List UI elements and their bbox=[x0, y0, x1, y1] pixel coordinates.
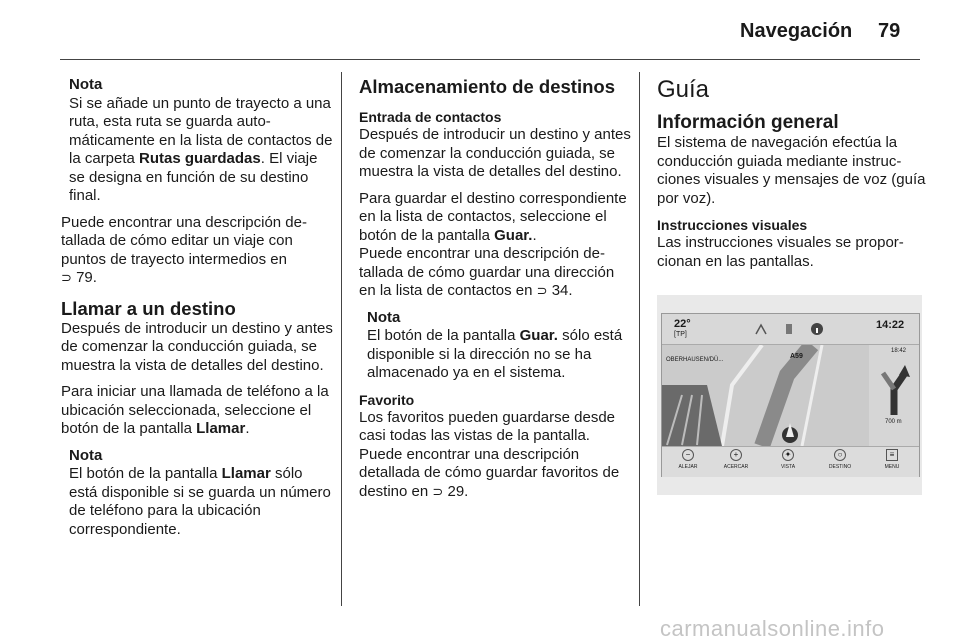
paragraph-save-destination: Para guardar el destino correspondiente en la lista de contactos, seleccione el botón de la pantalla Guar.. Puede encontrar una descripción detallada de cómo guardar una dirección en la lista de contactos en ⊃ 34. bbox=[359, 189, 627, 299]
paragraph-details-view: Después de introducir un destino y antes de comenzar la conducción guiada, se muestra la vista de detalles del destino. bbox=[359, 126, 631, 180]
info-icon bbox=[810, 322, 824, 336]
heading-general-info: Información general bbox=[657, 112, 839, 133]
screen-bezel bbox=[661, 313, 920, 477]
subheading-favorites: Favorito bbox=[359, 391, 415, 408]
heading-call-destination: Llamar a un destino bbox=[61, 297, 236, 319]
map-view bbox=[662, 345, 919, 446]
paragraph-details-view: Después de introducir un destino y antes de comenzar la conducción guiada, se muestra la vista de detalles del destino. bbox=[61, 319, 333, 374]
page-header bbox=[0, 0, 960, 60]
street-label: OBERHAUSEN/DÜ... bbox=[666, 357, 724, 363]
note-waypoint bbox=[61, 76, 333, 206]
arrow-icon: ⊃ bbox=[61, 270, 72, 285]
screen-top-bar bbox=[662, 314, 919, 345]
subheading-contacts: Entrada de contactos bbox=[359, 109, 502, 125]
column-divider-2 bbox=[639, 72, 640, 606]
menu-button[interactable]: ≡ MENU bbox=[884, 450, 900, 470]
temperature-readout: 22° bbox=[674, 318, 691, 330]
note-save bbox=[359, 309, 631, 383]
screen-bottom-bar bbox=[662, 446, 919, 477]
view-button[interactable]: ✦ VISTA bbox=[780, 450, 796, 470]
paragraph-visual-instructions: Las instrucciones visuales se proporcionan en las pantallas. bbox=[657, 234, 904, 270]
tp-indicator: [TP] bbox=[674, 331, 687, 338]
distance-readout: 700 m bbox=[885, 419, 902, 425]
page-title: Navegación bbox=[740, 20, 853, 42]
column-3 bbox=[657, 76, 927, 279]
menu-icon: ≡ bbox=[886, 449, 898, 461]
column-1 bbox=[61, 76, 333, 547]
column-2 bbox=[359, 76, 631, 509]
note-title: Nota bbox=[69, 76, 103, 93]
heading-store-destinations: Almacenamiento de destinos bbox=[359, 76, 615, 97]
page-ref: 29. bbox=[447, 482, 469, 500]
minus-icon: − bbox=[682, 449, 694, 461]
subheading-visual-instructions: Instrucciones visuales bbox=[657, 217, 808, 233]
paragraph-start-call: Para iniciar una llamada de teléfono a la ubicación seleccionada, seleccione el botón de la pantalla Llamar. bbox=[61, 383, 329, 437]
note-title: Nota bbox=[367, 308, 401, 326]
page-ref: 79. bbox=[76, 269, 97, 286]
clock-readout: 14:22 bbox=[876, 319, 905, 331]
compass-icon: ✦ bbox=[782, 449, 794, 461]
page-ref: 34. bbox=[551, 282, 573, 299]
destination-button[interactable]: ○ DESTINO bbox=[828, 450, 852, 470]
note-text: El botón de la pantalla Guar. sólo está disponible si la dirección no se ha almacenado ya en el sistema. bbox=[367, 327, 623, 381]
header-rule bbox=[60, 59, 920, 60]
road-label: A59 bbox=[790, 353, 803, 360]
search-icon: ○ bbox=[834, 449, 846, 461]
note-call bbox=[61, 447, 333, 540]
column-divider-1 bbox=[341, 72, 342, 606]
zoom-in-button[interactable]: + ACERCAR bbox=[723, 450, 749, 470]
paragraph-edit-trip: Puede encontrar una descripción detallada de cómo editar un viaje con puntos de trayecto intermedios en ⊃ 79. bbox=[61, 213, 307, 286]
note-title: Nota bbox=[69, 446, 103, 464]
paragraph-favorites: Los favoritos pueden guardarse desde casi todas las vistas de la pantalla. Puede encontrar una descripción detallada de cómo guardar favoritos de destino en ⊃ 29. bbox=[359, 408, 620, 500]
turn-arrow-icon bbox=[877, 363, 911, 415]
phone-icon bbox=[782, 322, 796, 336]
eta-readout: 18:42 bbox=[891, 348, 907, 354]
page-number: 79 bbox=[878, 20, 901, 42]
note-text: El botón de la pantalla Llamar sólo está disponible si se guarda un número de teléfono para la ubicación correspondiente. bbox=[69, 465, 331, 538]
watermark-url: carmanualsonline.info bbox=[660, 616, 885, 641]
paragraph-guidance-system: El sistema de navegación efectúa la conducción guiada mediante instrucciones visuales y mensajes de voz (guía por voz). bbox=[657, 134, 926, 207]
arrow-icon: ⊃ bbox=[432, 483, 444, 499]
plus-icon: + bbox=[730, 449, 742, 461]
arrow-icon: ⊃ bbox=[536, 283, 548, 298]
zoom-out-button[interactable]: − ALEJAR bbox=[678, 450, 698, 470]
route-icon bbox=[754, 322, 768, 336]
heading-guidance: Guía bbox=[657, 76, 710, 103]
turn-panel bbox=[869, 345, 919, 446]
note-text: Si se añade un punto de trayecto a una ruta, esta ruta se guarda automáticamente en la lista de contactos de la carpeta Rutas guardadas. El viaje se designa en función de su destino final. bbox=[69, 94, 333, 204]
navigation-screen-image bbox=[657, 295, 922, 495]
